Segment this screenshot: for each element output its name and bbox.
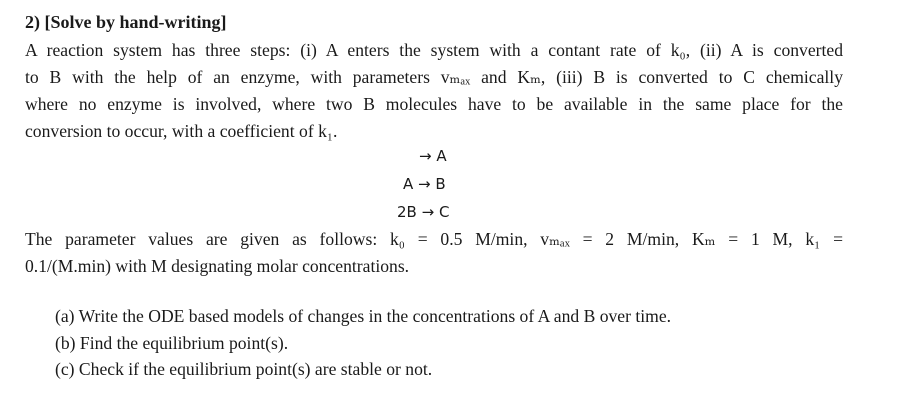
reaction-b-to-c: 2B → C [397,203,450,221]
question-list [55,303,671,383]
description-line: A reaction system has three steps: (i) A enters the system with a contant rate of k₀, (ii) A is converted [25,40,843,60]
description-line: where no enzyme is involved, where two B molecules have to be available in the same place for the [25,94,843,114]
problem-heading: 2) [Solve by hand-writing] [25,12,227,32]
description-line: to B with the help of an enzyme, with parameters vₘₐₓ and Kₘ, (iii) B is converted to C chemically [25,67,843,87]
parameter-values [25,226,843,280]
question-b: (b) Find the equilibrium point(s). [55,332,289,353]
reaction-inflow: → A [419,147,447,165]
question-c: (c) Check if the equilibrium point(s) are stable or not. [55,359,433,379]
parameter-line: The parameter values are given as follows: k₀ = 0.5 M/min, vₘₐₓ = 2 M/min, Kₘ = 1 M, k₁ = [25,229,843,249]
reaction-a-to-b: A → B [403,175,446,193]
question-a: (a) Write the ODE based models of changes in the concentrations of A and B over time. [55,306,672,326]
problem-description [25,37,843,145]
parameter-line: 0.1/(M.min) with M designating molar concentrations. [25,256,410,276]
description-line: conversion to occur, with a coefficient of k₁. [25,121,338,141]
